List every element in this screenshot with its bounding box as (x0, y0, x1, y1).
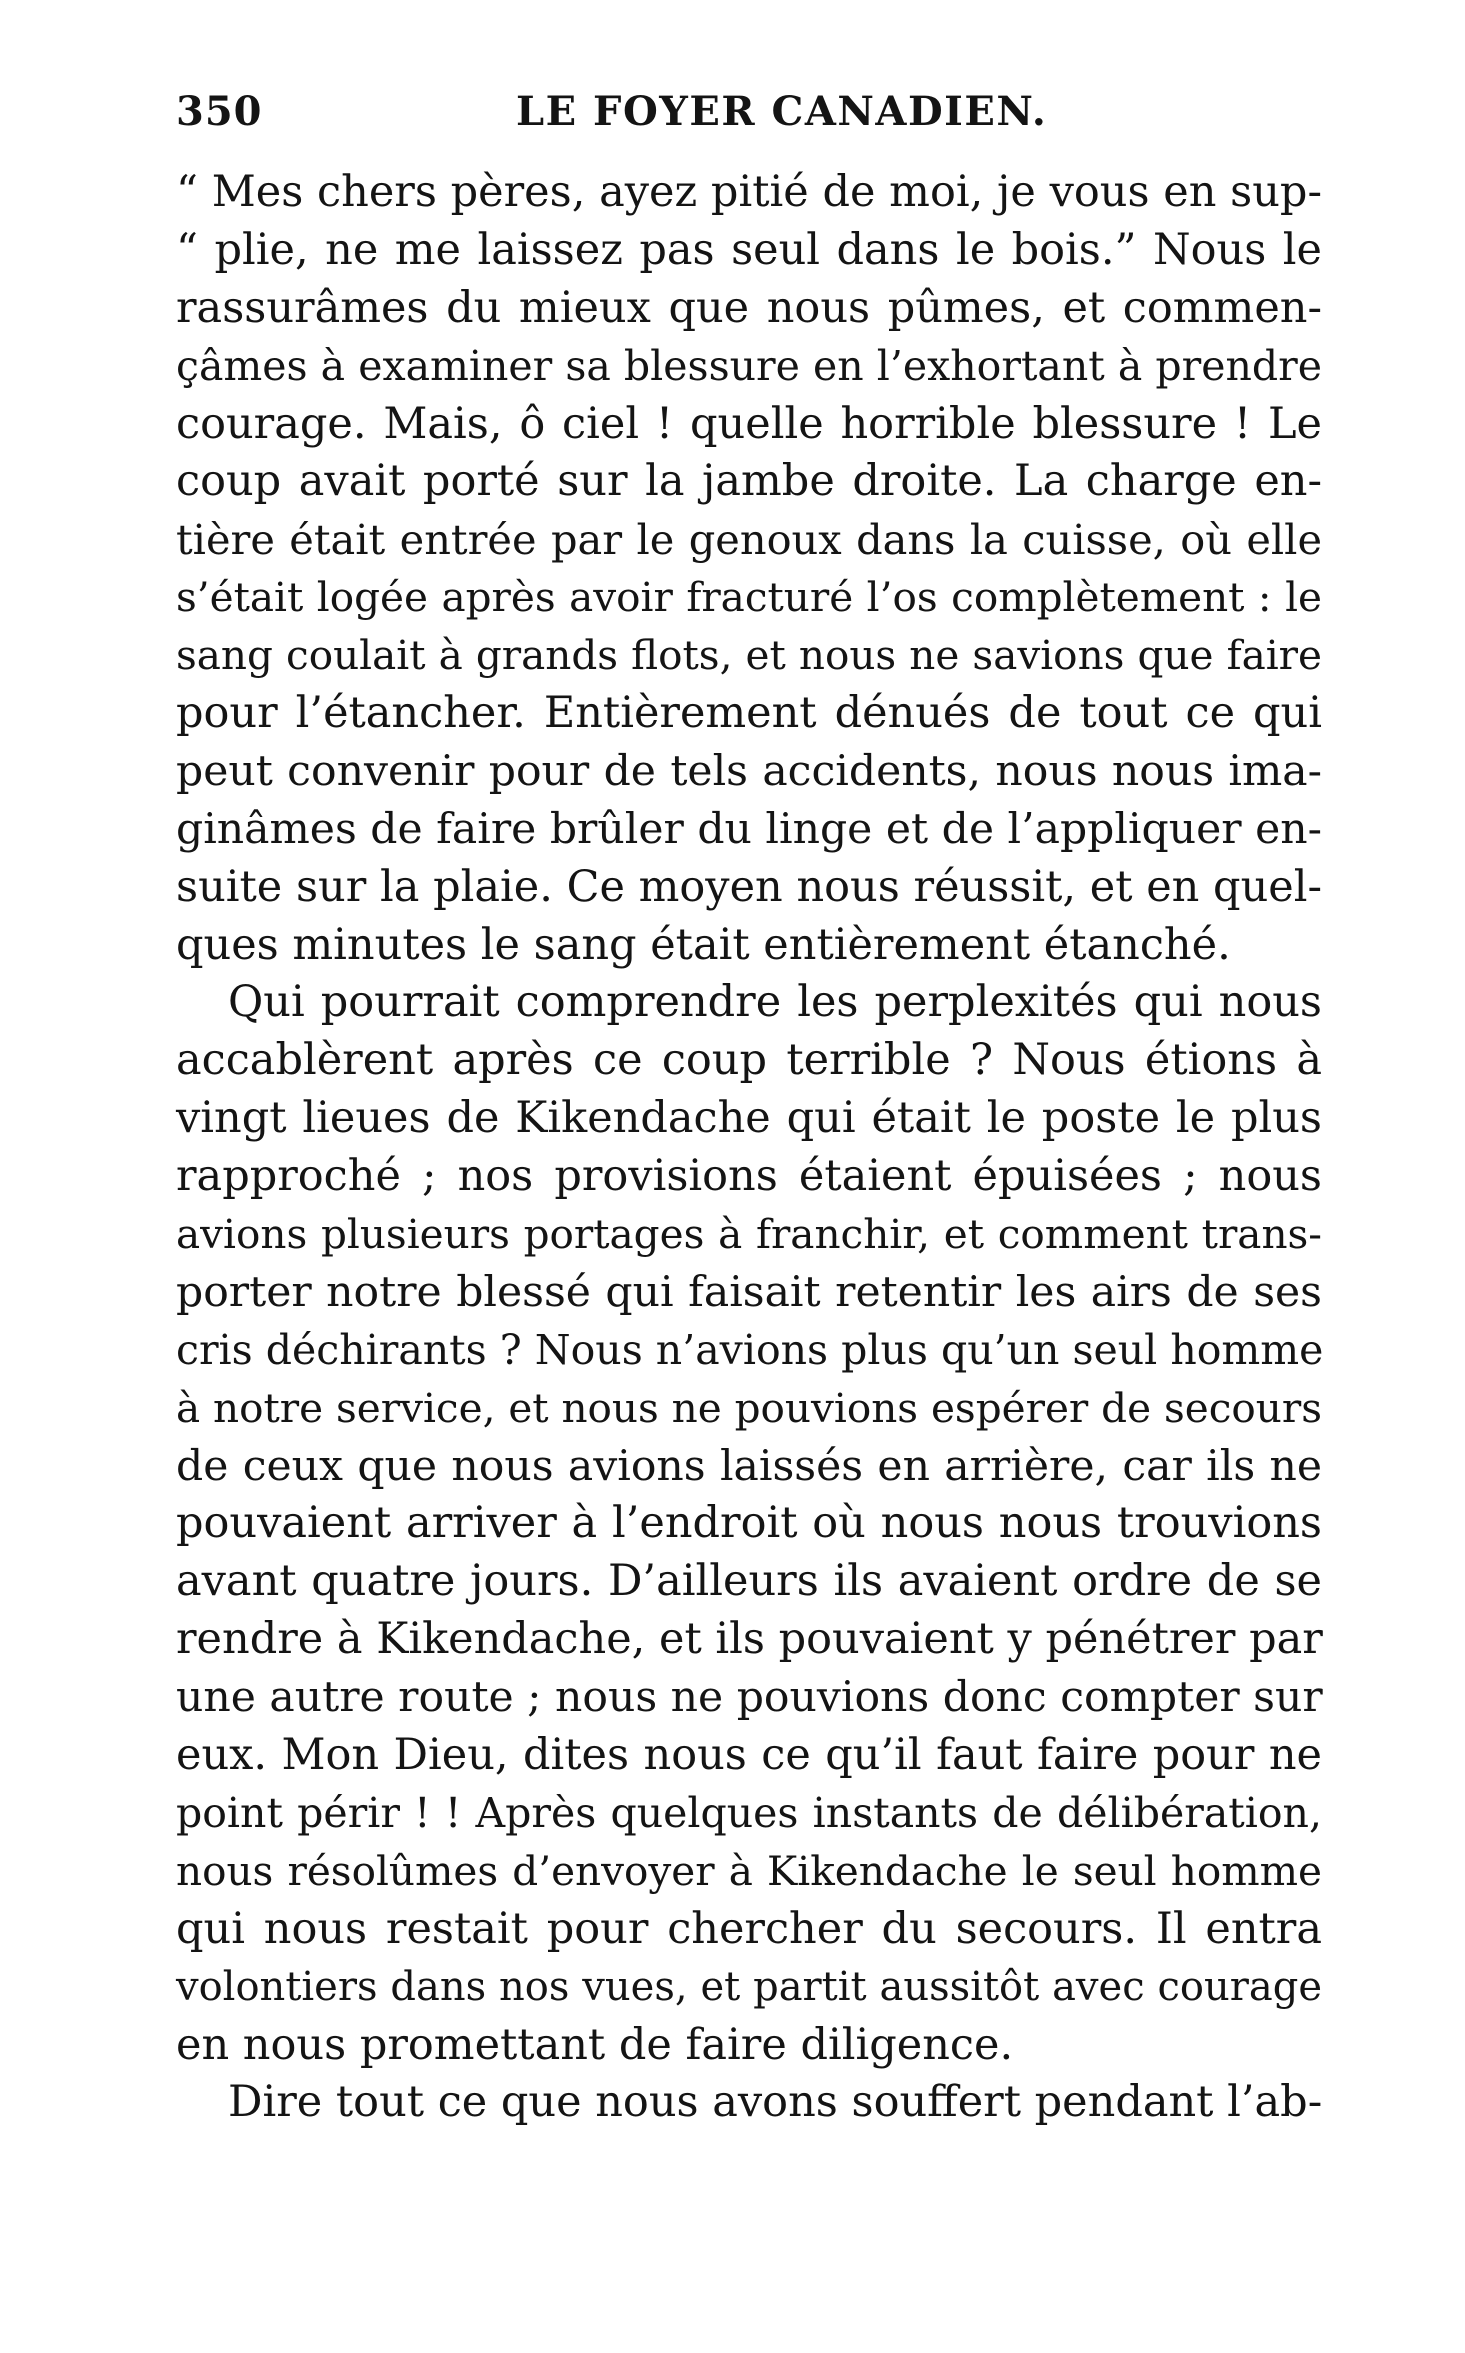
text-line: avant quatre jours. D’ailleurs ils avaient ordre de se (176, 1556, 1322, 1607)
text-line: point périr ! ! Après quelques instants de délibération, (176, 1788, 1322, 1837)
text-line: ginâmes de faire brûler du linge et de l’appliquer en- (176, 804, 1322, 854)
paragraph (176, 974, 1322, 2074)
text-line: sang coulait à grands flots, et nous ne savions que faire (176, 631, 1322, 680)
text-line: courage. Mais, ô ciel ! quelle horrible blessure ! Le (176, 398, 1322, 449)
text-line: pour l’étancher. Entièrement dénués de tout ce qui (176, 688, 1322, 739)
text-line: de ceux que nous avions laissés en arrière, car ils ne (176, 1441, 1322, 1491)
text-line: porter notre blessé qui faisait retentir les airs de ses (176, 1267, 1322, 1317)
text-line: rassurâmes du mieux que nous pûmes, et commen- (176, 282, 1322, 333)
text-line: eux. Mon Dieu, dites nous ce qu’il faut faire pour ne (176, 1730, 1322, 1781)
text-line: en nous promettant de faire diligence. (176, 2019, 1014, 2070)
running-title: LE FOYER CANADIEN. (516, 88, 1048, 135)
text-line: “ Mes chers pères, ayez pitié de moi, je vous en sup- (176, 167, 1322, 217)
text-line: çâmes à examiner sa blessure en l’exhortant à prendre (176, 341, 1322, 390)
text-line: volontiers dans nos vues, et partit aussitôt avec courage (176, 1963, 1322, 2010)
text-line: suite sur la plaie. Ce moyen nous réussit, et en quel- (176, 861, 1322, 912)
text-line: accablèrent après ce coup terrible ? Nous étions à (176, 1035, 1322, 1086)
text-line: Qui pourrait comprendre les perplexités qui nous (228, 977, 1322, 1028)
page-number: 350 (176, 88, 263, 135)
text-line: Dire tout ce que nous avons souffert pendant l’ab- (228, 2077, 1323, 2128)
text-line: vingt lieues de Kikendache qui était le poste le plus (176, 1093, 1322, 1144)
text-line: rapproché ; nos provisions étaient épuisées ; nous (176, 1151, 1322, 1202)
text-line: qui nous restait pour chercher du secours. Il entra (176, 1903, 1322, 1954)
text-line: tière était entrée par le genoux dans la cuisse, où elle (176, 515, 1322, 565)
body-text (176, 164, 1322, 2132)
text-line: cris déchirants ? Nous n’avions plus qu’un seul homme (176, 1325, 1324, 1374)
text-line: une autre route ; nous ne pouvions donc compter sur (176, 1673, 1323, 1723)
text-line: avions plusieurs portages à franchir, et comment trans- (176, 1210, 1322, 1259)
paragraph (176, 2074, 1322, 2132)
text-line: “ plie, ne me laissez pas seul dans le bois.” Nous le (176, 224, 1322, 275)
text-line: rendre à Kikendache, et ils pouvaient y pénétrer par (176, 1614, 1323, 1665)
paragraph (176, 164, 1322, 974)
running-head (176, 88, 1322, 148)
text-line: ques minutes le sang était entièrement étanché. (176, 919, 1231, 970)
text-line: à notre service, et nous ne pouvions espérer de secours (176, 1383, 1322, 1432)
text-line: s’était logée après avoir fracturé l’os complètement : le (176, 573, 1322, 622)
text-line: peut convenir pour de tels accidents, nous nous ima- (176, 746, 1322, 796)
text-line: coup avait porté sur la jambe droite. La charge en- (176, 456, 1322, 507)
text-line: pouvaient arriver à l’endroit où nous nous trouvions (176, 1498, 1322, 1549)
text-line: nous résolûmes d’envoyer à Kikendache le seul homme (176, 1846, 1322, 1895)
